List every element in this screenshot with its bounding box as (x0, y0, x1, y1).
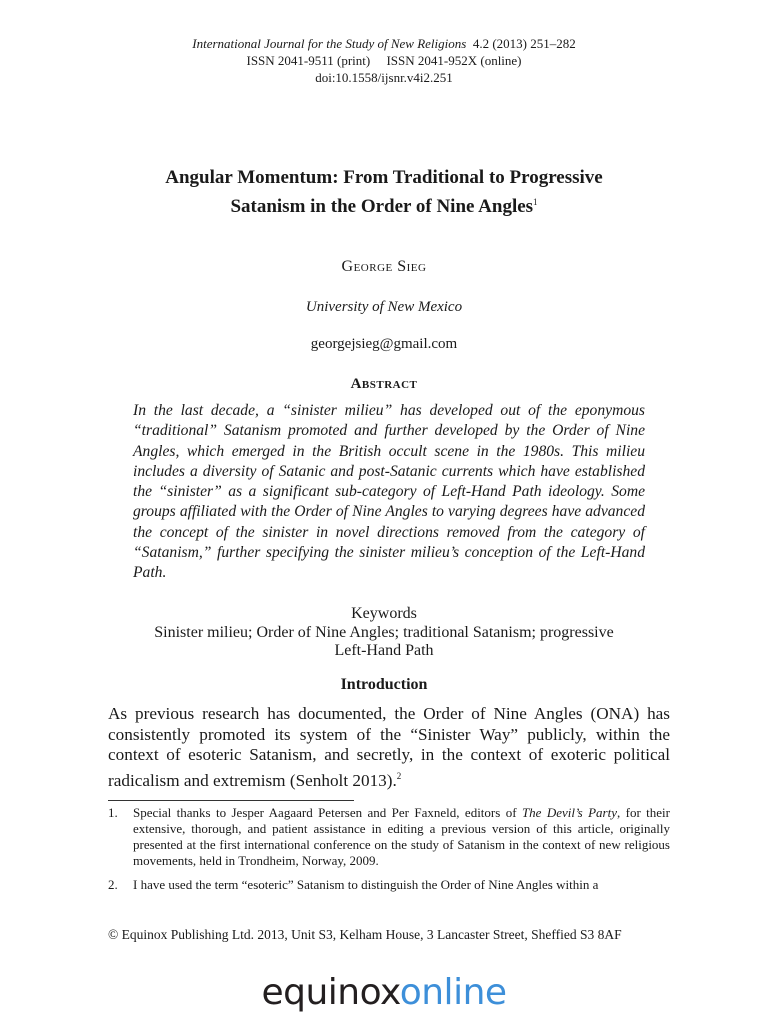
keywords-heading: Keywords (351, 605, 417, 622)
copyright-line: © Equinox Publishing Ltd. 2013, Unit S3, Kelham House, 3 Lancaster Street, Sheffied S3 8AF (108, 927, 622, 942)
footnote-2 (108, 877, 670, 893)
title-footnote-marker[interactable]: 1 (533, 197, 538, 207)
equinox-online-logo[interactable] (0, 968, 768, 1018)
abstract-heading: Abstract (350, 376, 418, 392)
keywords-line-2: Left-Hand Path (334, 642, 434, 659)
footnote-marker-2[interactable]: 2 (396, 770, 402, 781)
author-email[interactable]: georgejsieg@gmail.com (310, 336, 458, 352)
logo-online-text: online (399, 972, 507, 1013)
abstract-text: In the last decade, a “sinister milieu” has developed out of the eponymous “traditional” Satanism promoted and further developed by the Order of Nine Angles, which emerged in the British occult scene in the 1980s. This milieu includes a diversity of Satanic and post-Satanic currents which have established the “sinister” as a significant sub-category of Left-Hand Path ideology. Some groups affiliated with the Order of Nine Angles to varying degrees have advanced the concept of the sinister in novel directions removed from the category of “Satanism,” further specifying the sinister milieu’s conception of the Left-Hand Path. (133, 402, 645, 582)
footnote-number: 1. (108, 805, 118, 820)
introduction-heading: Introduction (340, 676, 428, 693)
footnote-text: I have used the term “esoteric” Satanism to distinguish the Order of Nine Angles within a (133, 877, 599, 892)
title-line-2: Satanism in the Order of Nine Angles$^1$ (230, 196, 538, 217)
doi: doi:10.1558/ijsnr.v4i2.251 (315, 70, 453, 85)
footnote-1 (108, 805, 670, 869)
footnote-divider (108, 800, 354, 801)
journal-name: International Journal for the Study of New Religions (192, 36, 467, 51)
author-name: George Sieg (341, 258, 427, 275)
footnote-text: Special thanks to Jesper Aagaard Petersen and Per Faxneld, editors of The Devil’s Party, for their extensive, thorough, and patient assistance in editing a previous version of this article, originally presented at the first international conference on the study of Satanism in the context of new religious movements, held in Trondheim, Norway, 2009. (133, 805, 671, 868)
keywords-line-1: Sinister milieu; Order of Nine Angles; traditional Satanism; progressive (154, 624, 614, 641)
introduction-paragraph: As previous research has documented, the Order of Nine Angles (ONA) has consistently promoted its system of the “Sinister Way” publicly, within the context of esoteric Satanism, and secretly, in the context of exoteric political radicalism and extremism (Senholt 2013).$^2$ (108, 704, 670, 790)
journal-citation (0, 35, 768, 52)
article-title (0, 165, 768, 219)
keywords-list (0, 624, 768, 660)
title-line-1: Angular Momentum: From Traditional to Progressive (165, 167, 603, 188)
logo-equinox-text: equinox (261, 972, 400, 1013)
journal-volume: 4.2 (2013) 251–282 (472, 36, 576, 51)
author-affiliation: University of New Mexico (305, 299, 463, 315)
issn-line: ISSN 2041-9511 (print) ISSN 2041-952X (online) (246, 53, 522, 68)
footnote-number: 2. (108, 877, 118, 892)
